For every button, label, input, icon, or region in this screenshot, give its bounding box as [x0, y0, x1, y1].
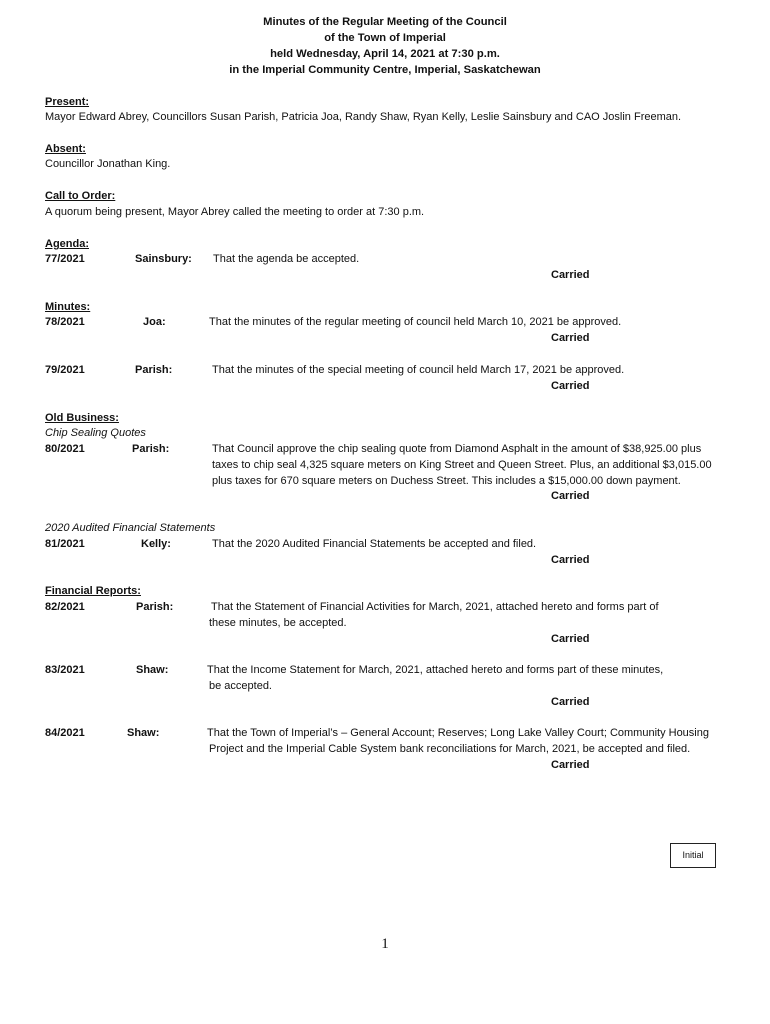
minutes-heading: Minutes:: [45, 301, 91, 313]
agenda-heading: Agenda:: [45, 238, 89, 250]
title-line-1: Minutes of the Regular Meeting of the Council: [263, 16, 507, 28]
motion-mover: Parish:: [136, 601, 174, 613]
motion-number: 83/2021: [45, 664, 85, 676]
motion-mover: Parish:: [135, 364, 173, 376]
call-to-order-heading: Call to Order:: [45, 190, 116, 202]
title-line-2: of the Town of Imperial: [324, 32, 446, 44]
motion-text: That the agenda be accepted.: [213, 253, 360, 265]
title-line-3: held Wednesday, April 14, 2021 at 7:30 p.m.: [270, 48, 500, 60]
present-heading: Present:: [45, 96, 90, 108]
motion-mover: Sainsbury:: [135, 253, 192, 265]
motion-number: 84/2021: [45, 727, 85, 739]
carried-label: Carried: [551, 380, 590, 392]
absent-text: Councillor Jonathan King.: [45, 158, 171, 170]
motion-number: 82/2021: [45, 601, 85, 613]
motion-number: 78/2021: [45, 316, 85, 328]
motion-text-line: plus taxes for 670 square meters on Duchess Street. This includes a $15,000.00 down payment.: [212, 475, 681, 487]
carried-label: Carried: [551, 490, 590, 502]
motion-text-line: That the Statement of Financial Activities for March, 2021, attached hereto and forms part of: [211, 601, 659, 613]
carried-label: Carried: [551, 696, 590, 708]
motion-number: 77/2021: [45, 253, 85, 265]
carried-label: Carried: [551, 554, 590, 566]
motion-text-line: Project and the Imperial Cable System bank reconciliations for March, 2021, be accepted and filed.: [209, 743, 691, 755]
initial-box: Initial: [670, 843, 716, 868]
motion-mover: Shaw:: [136, 664, 169, 676]
motion-text-line: be accepted.: [209, 680, 272, 692]
title-line-4: in the Imperial Community Centre, Imperial, Saskatchewan: [229, 64, 541, 76]
carried-label: Carried: [551, 332, 590, 344]
motion-text-line: That the Income Statement for March, 2021, attached hereto and forms part of these minutes,: [207, 664, 664, 676]
carried-label: Carried: [551, 269, 590, 281]
motion-mover: Joa:: [143, 316, 166, 328]
absent-heading: Absent:: [45, 143, 86, 155]
call-to-order-text: A quorum being present, Mayor Abrey called the meeting to order at 7:30 p.m.: [45, 206, 425, 218]
motion-mover: Kelly:: [141, 538, 171, 550]
page-number: 1: [381, 936, 389, 952]
motion-text: That the 2020 Audited Financial Statements be accepted and filed.: [212, 538, 537, 550]
motion-mover: Shaw:: [127, 727, 160, 739]
chip-sealing-subheading: Chip Sealing Quotes: [45, 427, 146, 439]
motion-text-line: That Council approve the chip sealing quote from Diamond Asphalt in the amount of $38,925.00 plus: [212, 443, 702, 455]
motion-number: 80/2021: [45, 443, 85, 455]
audited-subheading: 2020 Audited Financial Statements: [45, 522, 216, 534]
old-business-heading: Old Business:: [45, 412, 119, 424]
present-text: Mayor Edward Abrey, Councillors Susan Parish, Patricia Joa, Randy Shaw, Ryan Kelly, Leslie Sainsbury and CAO Joslin Freeman.: [45, 111, 682, 123]
carried-label: Carried: [551, 759, 590, 771]
motion-text-line: taxes to chip seal 4,325 square meters on King Street and Queen Street. Plus, an additional $3,015.00: [212, 459, 712, 471]
carried-label: Carried: [551, 633, 590, 645]
financial-reports-heading: Financial Reports:: [45, 585, 141, 597]
motion-number: 79/2021: [45, 364, 85, 376]
motion-text-line: these minutes, be accepted.: [209, 617, 347, 629]
motion-text: That the minutes of the special meeting of council held March 17, 2021 be approved.: [212, 364, 625, 376]
motion-mover: Parish:: [132, 443, 170, 455]
motion-number: 81/2021: [45, 538, 85, 550]
motion-text-line: That the Town of Imperial’s – General Account; Reserves; Long Lake Valley Court; Community Housing: [207, 727, 709, 739]
motion-text: That the minutes of the regular meeting of council held March 10, 2021 be approved.: [209, 316, 622, 328]
